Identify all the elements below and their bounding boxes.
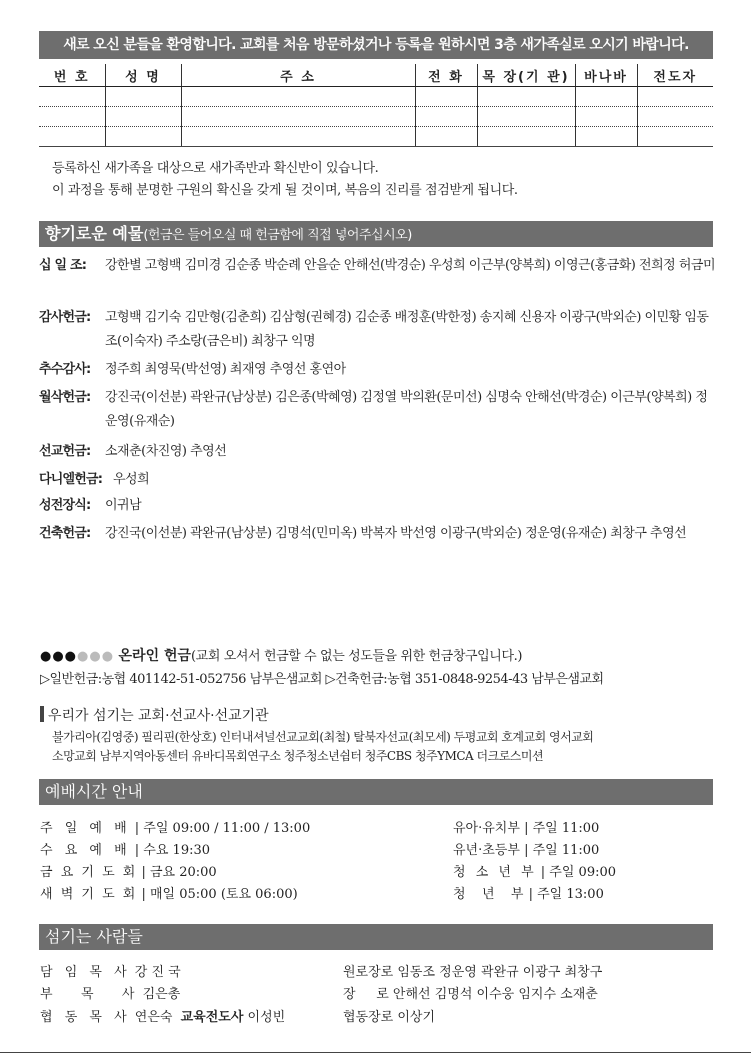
header-phone: 전 화 bbox=[415, 64, 477, 87]
service-time: | 금요 20:00 bbox=[141, 865, 217, 880]
missions-line-1: 불가리아(김영중) 필리핀(한상호) 인터내셔널선교교회(최철) 탈북자선교(최모세) 두평교회 호계교회 영서교회 bbox=[52, 730, 594, 744]
offering-names: 이귀남 bbox=[105, 498, 142, 513]
service-label: 유아·유치부 bbox=[453, 821, 520, 836]
registration-note-1: 등록하신 새가족을 대상으로 새가족반과 확신반이 있습니다. bbox=[52, 161, 379, 176]
header-number: 번 호 bbox=[39, 64, 105, 87]
service-time: | 주일 09:00 / 11:00 / 13:00 bbox=[134, 821, 311, 836]
online-offering-title: 온라인 헌금 bbox=[118, 648, 192, 664]
offering-names: 강진국(이선분) 곽완규(남상분) 김은종(박혜영) 김정열 박의환(문미선) 심명숙 안해선(박경순) 이근부(양복희) 정운영(유재순) bbox=[105, 390, 708, 429]
staff-label: 협동장로 bbox=[343, 1010, 394, 1025]
online-offering-line bbox=[40, 645, 522, 665]
offering-names: 소재춘(차진영) 추영선 bbox=[105, 444, 227, 459]
missions-line-2: 소망교회 남부지역아동센터 유바디목회연구소 청주청소년쉼터 청주CBS 청주YMCA 더크로스미션 bbox=[52, 749, 544, 763]
worship-right-1 bbox=[453, 840, 599, 862]
offering-names: 강한별 고형백 김미경 김순종 박순례 안을순 안해선(박경순) 우성희 이근부(양복희) 이영근(홍금화) 전희정 허금미 bbox=[105, 258, 715, 273]
offering-decoration bbox=[39, 494, 719, 518]
registration-table bbox=[39, 64, 713, 147]
staff-title: 섬기는 사람들 bbox=[45, 927, 143, 946]
offering-thanks bbox=[39, 306, 719, 354]
service-time: | 주일 11:00 bbox=[524, 843, 600, 858]
offering-daniel bbox=[39, 468, 719, 492]
service-time: | 주일 11:00 bbox=[524, 821, 600, 836]
staff-names: 안해선 김명석 이수웅 임지수 소재춘 bbox=[392, 987, 598, 1002]
service-label: 청 년 부 bbox=[453, 887, 525, 902]
service-label: 금 요 기 도 회 bbox=[40, 865, 138, 880]
worship-left-2 bbox=[40, 862, 217, 884]
service-time: | 주일 09:00 bbox=[540, 865, 617, 880]
worship-right-3 bbox=[453, 884, 604, 906]
online-accounts: ▷일반헌금:농협 401142-51-052756 남부은샘교회 ▷건축헌금:농협 351-0848-9254-43 남부은샘교회 bbox=[40, 672, 604, 687]
table-header-row bbox=[39, 64, 713, 87]
service-label: 유년·초등부 bbox=[453, 843, 520, 858]
staff-label: 원로장로 bbox=[343, 965, 394, 980]
offering-mission bbox=[39, 440, 719, 464]
welcome-banner: 새로 오신 분들을 환영합니다. 교회를 처음 방문하셨거나 등록을 원하시면 3층 새가족실로 오시기 바랍니다. bbox=[39, 31, 713, 59]
offering-section-header bbox=[39, 221, 713, 247]
service-time: | 매일 05:00 (토요 06:00) bbox=[141, 887, 298, 902]
offering-label: 십 일 조: bbox=[39, 258, 87, 273]
service-time: | 수요 19:30 bbox=[134, 843, 211, 858]
table-row[interactable] bbox=[39, 87, 713, 107]
offering-names: 고형백 김기숙 김만형(김춘희) 김삼형(권혜경) 김순종 배정훈(박한정) 송지혜 신용자 이광구(박외순) 이민황 임동조(이숙자) 주소랑(금은비) 최창구 익명 bbox=[105, 310, 709, 349]
staff-row-3 bbox=[40, 1007, 285, 1029]
staff-label: 장 로 bbox=[343, 987, 389, 1002]
table-row[interactable] bbox=[39, 107, 713, 127]
staff-name: 강 진 국 bbox=[134, 965, 181, 980]
offering-harvest bbox=[39, 358, 719, 382]
offering-label: 월삭헌금: bbox=[39, 390, 91, 405]
staff-label: 교육전도사 bbox=[180, 1010, 244, 1025]
section-marker-icon bbox=[40, 706, 44, 722]
online-offering-desc: (교회 오셔서 헌금할 수 없는 성도들을 위한 헌금창구입니다.) bbox=[191, 649, 523, 664]
staff-name: 연은숙 bbox=[134, 1010, 173, 1025]
worship-left-1 bbox=[40, 840, 210, 862]
staff-row-2-right bbox=[343, 984, 598, 1006]
header-name: 성 명 bbox=[105, 64, 181, 87]
offering-names: 우성희 bbox=[113, 472, 150, 487]
staff-name: 김은총 bbox=[142, 987, 181, 1002]
staff-label: 담 임 목 사 bbox=[40, 965, 131, 980]
offering-building bbox=[39, 522, 719, 570]
staff-names: 이상기 bbox=[397, 1010, 436, 1025]
service-label: 청 소 년 부 bbox=[453, 865, 537, 880]
bottom-divider bbox=[0, 1052, 751, 1053]
registration-note-2: 이 과정을 통해 분명한 구원의 확신을 갖게 될 것이며, 복음의 진리를 점검받게 됩니다. bbox=[52, 183, 518, 198]
worship-section-header bbox=[39, 779, 713, 805]
staff-name: 이성빈 bbox=[247, 1010, 286, 1025]
service-label: 주 일 예 배 bbox=[40, 821, 131, 836]
header-barnabas: 바나바 bbox=[575, 64, 637, 87]
staff-label: 부 목 사 bbox=[40, 987, 139, 1002]
staff-names: 임동조 정운영 곽완규 이광구 최창구 bbox=[397, 965, 603, 980]
offering-names: 정주희 최영묵(박선영) 최재영 추영선 홍연아 bbox=[105, 362, 346, 377]
offering-label: 선교헌금: bbox=[39, 444, 91, 459]
missions-title: 우리가 섬기는 교회·선교사·선교기관 bbox=[48, 708, 269, 724]
missions-header bbox=[40, 705, 269, 725]
service-label: 수 요 예 배 bbox=[40, 843, 131, 858]
worship-right-0 bbox=[453, 818, 599, 840]
staff-row-1 bbox=[40, 962, 181, 984]
offering-label: 감사헌금: bbox=[39, 310, 91, 325]
offering-monthly bbox=[39, 386, 719, 434]
offering-label: 성전장식: bbox=[39, 498, 91, 513]
worship-title: 예배시간 안내 bbox=[45, 782, 143, 801]
header-address: 주 소 bbox=[181, 64, 415, 87]
staff-section-header bbox=[39, 924, 713, 950]
offering-names: 강진국(이선분) 곽완규(남상분) 김명석(민미옥) 박복자 박선영 이광구(박외순) 정운영(유재순) 최창구 추영선 bbox=[105, 526, 687, 541]
header-cell-group: 목 장(기 관) bbox=[477, 64, 575, 87]
service-label: 새 벽 기 도 회 bbox=[40, 887, 138, 902]
staff-row-1-right bbox=[343, 962, 602, 984]
offering-tithe bbox=[39, 254, 719, 302]
worship-left-0 bbox=[40, 818, 310, 840]
offering-label: 추수감사: bbox=[39, 362, 91, 377]
table-row[interactable] bbox=[39, 127, 713, 147]
offering-label: 건축헌금: bbox=[39, 526, 91, 541]
worship-left-3 bbox=[40, 884, 298, 906]
staff-row-3-right bbox=[343, 1007, 435, 1029]
offering-subtitle: (헌금은 들어오실 때 헌금함에 직접 넣어주십시오) bbox=[143, 228, 412, 243]
header-evangelist: 전도자 bbox=[637, 64, 713, 87]
offering-title: 향기로운 예물 bbox=[45, 224, 144, 243]
offering-label: 다니엘헌금: bbox=[39, 472, 103, 487]
staff-label: 협 동 목 사 bbox=[40, 1010, 131, 1025]
service-time: | 주일 13:00 bbox=[528, 887, 604, 902]
dots-icon: ●●●●●● bbox=[40, 649, 115, 664]
worship-right-2 bbox=[453, 862, 616, 884]
staff-row-2 bbox=[40, 984, 180, 1006]
